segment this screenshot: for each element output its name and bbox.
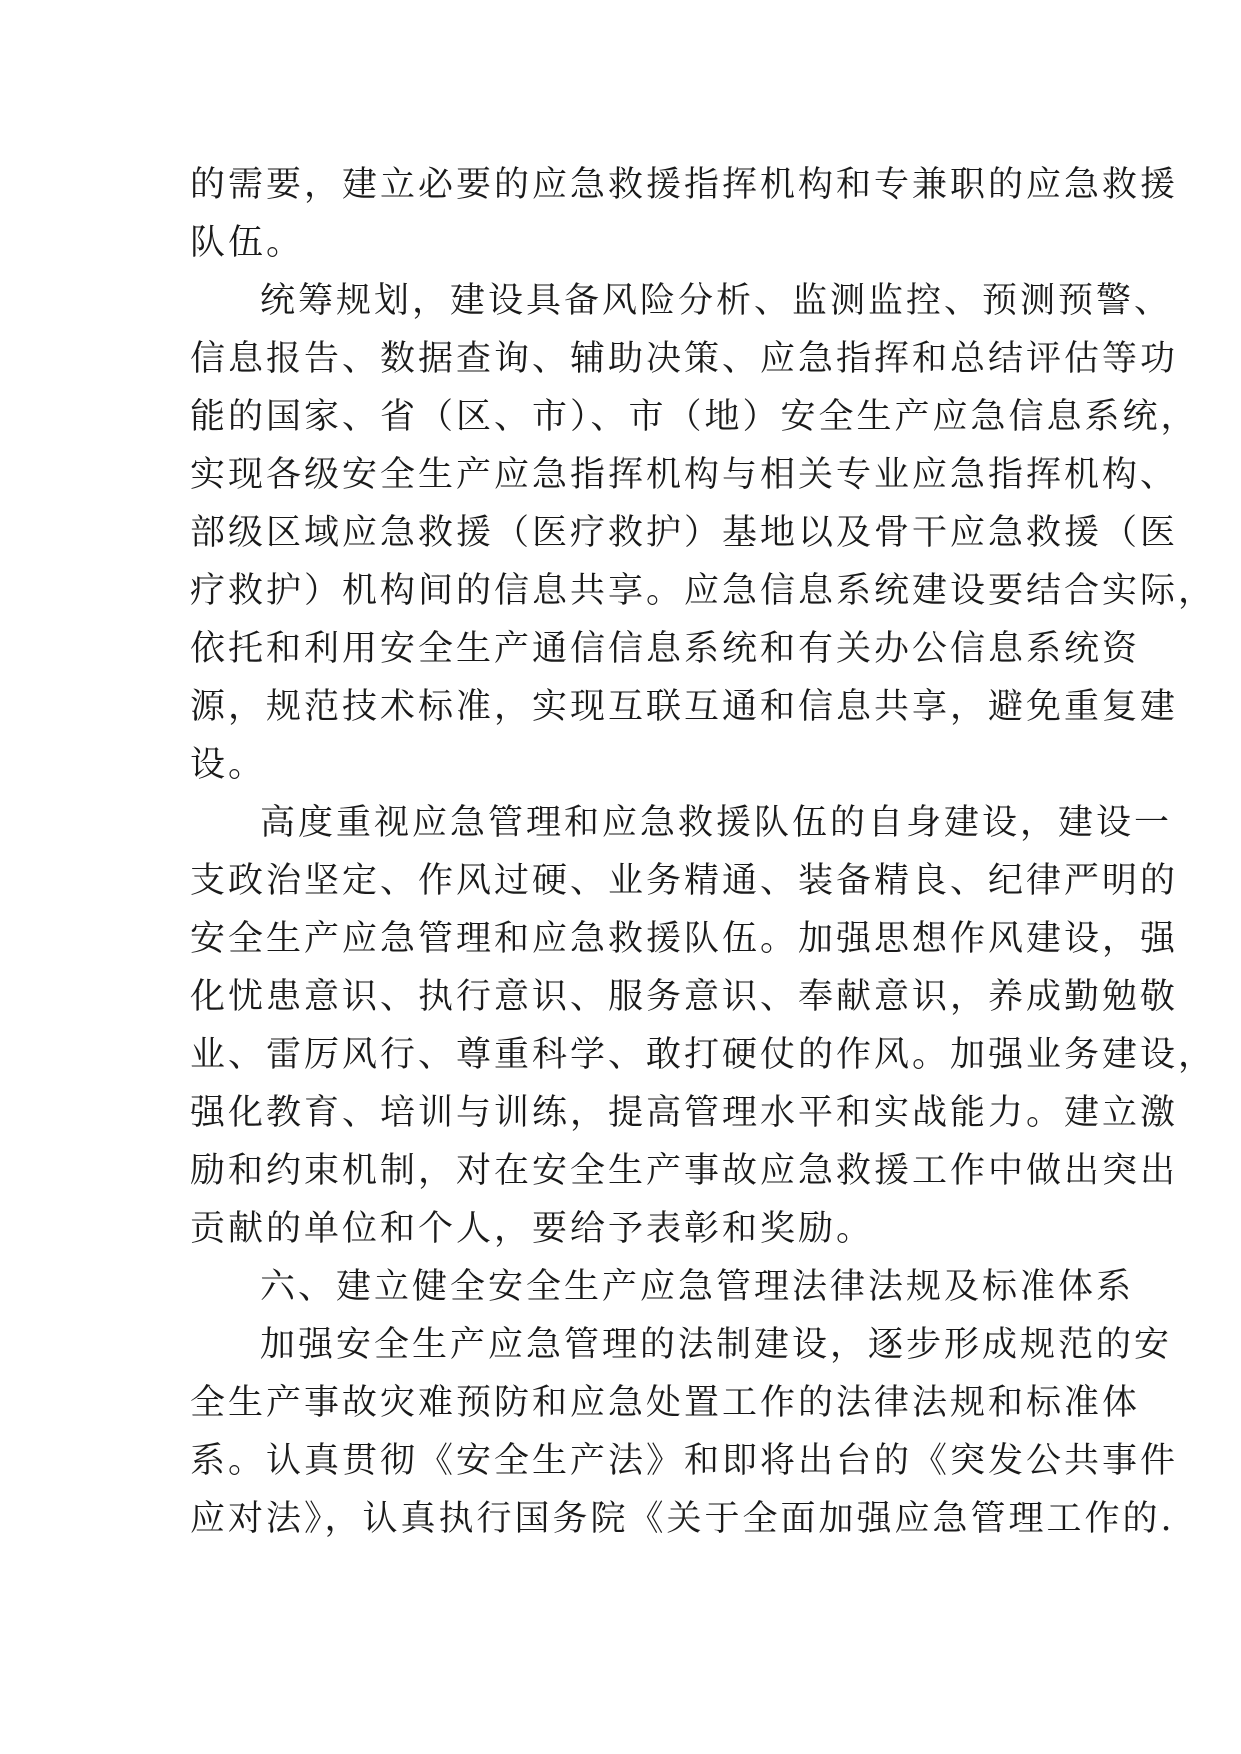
text-line: 能的国家、省（区、市）、市（地）安全生产应急信息系统， bbox=[190, 397, 1199, 437]
text-line: 高度重视应急管理和应急救援队伍的自身建设，建设一 bbox=[260, 803, 1173, 843]
body-text bbox=[190, 156, 1217, 1548]
text-line: 应对法》，认真执行国务院《关于全面加强应急管理工作的. bbox=[190, 1499, 1175, 1539]
text-line: 安全生产应急管理和应急救援队伍。加强思想作风建设，强 bbox=[190, 919, 1179, 959]
text-line: 信息报告、数据查询、辅助决策、应急指挥和总结评估等功 bbox=[190, 339, 1179, 379]
text-line: 的需要，建立必要的应急救援指挥机构和专兼职的应急救援 bbox=[190, 165, 1179, 205]
text-line: 六、建立健全安全生产应急管理法律法规及标准体系 bbox=[260, 1267, 1135, 1307]
text-line: 强化教育、培训与训练，提高管理水平和实战能力。建立激 bbox=[190, 1093, 1179, 1133]
text-line: 贡献的单位和个人，要给予表彰和奖励。 bbox=[190, 1209, 875, 1249]
text-line: 化忧患意识、执行意识、服务意识、奉献意识，养成勤勉敬 bbox=[190, 977, 1179, 1017]
text-line: 加强安全生产应急管理的法制建设，逐步形成规范的安 bbox=[260, 1325, 1173, 1365]
text-line: 全生产事故灾难预防和应急处置工作的法律法规和标准体 bbox=[190, 1383, 1141, 1423]
text-line: 系。认真贯彻《安全生产法》和即将出台的《突发公共事件 bbox=[190, 1441, 1179, 1481]
text-line: 依托和利用安全生产通信信息系统和有关办公信息系统资 bbox=[190, 629, 1141, 669]
text-line: 励和约束机制，对在安全生产事故应急救援工作中做出突出 bbox=[190, 1151, 1179, 1191]
text-line: 疗救护）机构间的信息共享。应急信息系统建设要结合实际， bbox=[190, 571, 1217, 611]
text-line: 统筹规划，建设具备风险分析、监测监控、预测预警、 bbox=[260, 281, 1173, 321]
text-line: 部级区域应急救援（医疗救护）基地以及骨干应急救援（医 bbox=[190, 513, 1179, 553]
text-line: 支政治坚定、作风过硬、业务精通、装备精良、纪律严明的 bbox=[190, 861, 1179, 901]
text-line: 设。 bbox=[190, 745, 267, 785]
text-line: 源，规范技术标准，实现互联互通和信息共享，避免重复建 bbox=[190, 687, 1179, 727]
text-line: 业、雷厉风行、尊重科学、敢打硬仗的作风。加强业务建设， bbox=[190, 1035, 1217, 1075]
text-line: 实现各级安全生产应急指挥机构与相关专业应急指挥机构、 bbox=[190, 455, 1179, 495]
text-line: 队伍。 bbox=[190, 223, 305, 263]
